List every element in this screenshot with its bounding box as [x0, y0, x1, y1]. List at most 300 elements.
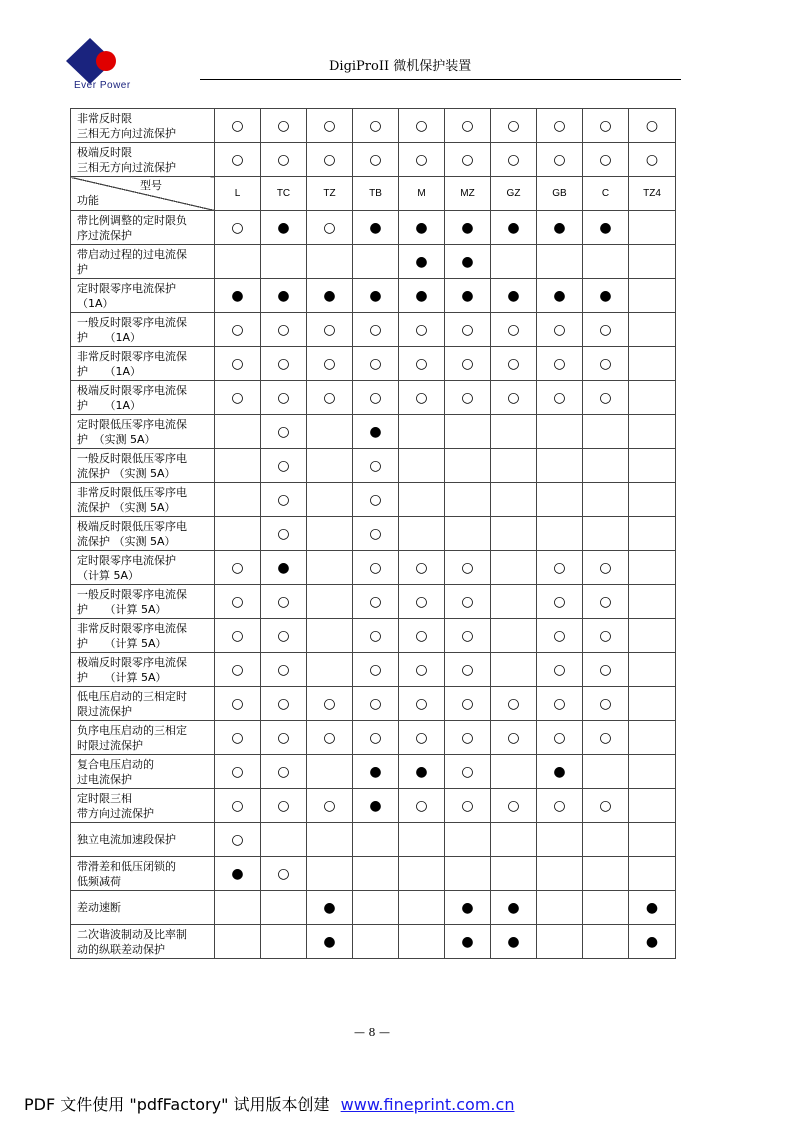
- empty-cell: [629, 585, 676, 619]
- empty-cell: [445, 483, 491, 517]
- empty-cell: [261, 925, 307, 959]
- open-circle-icon: ○: [491, 721, 537, 755]
- logo-mark-icon: [62, 36, 132, 86]
- open-circle-icon: ○: [583, 687, 629, 721]
- model-code: TZ4: [629, 177, 676, 211]
- open-circle-icon: ○: [215, 381, 261, 415]
- model-code: MZ: [445, 177, 491, 211]
- table-row: [71, 517, 676, 551]
- open-circle-icon: ○: [399, 347, 445, 381]
- function-name-line: 护 （1A）: [77, 398, 142, 412]
- open-circle-icon: ○: [215, 109, 261, 143]
- empty-cell: [629, 245, 676, 279]
- function-name-line: 一般反时限低压零序电: [77, 451, 187, 465]
- empty-cell: [491, 517, 537, 551]
- pdf-footer: [24, 1092, 514, 1115]
- open-circle-icon: ○: [353, 619, 399, 653]
- function-name-line: 负序电压启动的三相定: [77, 723, 187, 737]
- filled-circle-icon: ●: [445, 925, 491, 959]
- model-code: TB: [353, 177, 399, 211]
- empty-cell: [399, 415, 445, 449]
- function-name-line: （计算 5A）: [77, 568, 140, 582]
- open-circle-icon: ○: [445, 585, 491, 619]
- empty-cell: [491, 653, 537, 687]
- empty-cell: [261, 891, 307, 925]
- function-name-cell: [71, 925, 215, 959]
- filled-circle-icon: ●: [261, 211, 307, 245]
- function-label: 功能: [77, 194, 99, 207]
- open-circle-icon: ○: [629, 109, 676, 143]
- open-circle-icon: ○: [307, 721, 353, 755]
- function-name-line: 护 （计算 5A）: [77, 670, 167, 684]
- filled-circle-icon: ●: [629, 925, 676, 959]
- table-row: [71, 483, 676, 517]
- empty-cell: [399, 823, 445, 857]
- model-code: C: [583, 177, 629, 211]
- empty-cell: [629, 619, 676, 653]
- empty-cell: [583, 857, 629, 891]
- function-name-line: 极端反时限低压零序电: [77, 519, 187, 533]
- open-circle-icon: ○: [307, 381, 353, 415]
- empty-cell: [307, 551, 353, 585]
- filled-circle-icon: ●: [353, 789, 399, 823]
- open-circle-icon: ○: [583, 551, 629, 585]
- empty-cell: [629, 211, 676, 245]
- open-circle-icon: ○: [537, 653, 583, 687]
- empty-cell: [353, 823, 399, 857]
- open-circle-icon: ○: [215, 653, 261, 687]
- open-circle-icon: ○: [491, 381, 537, 415]
- filled-circle-icon: ●: [491, 211, 537, 245]
- open-circle-icon: ○: [399, 619, 445, 653]
- empty-cell: [583, 245, 629, 279]
- open-circle-icon: ○: [491, 687, 537, 721]
- open-circle-icon: ○: [261, 143, 307, 177]
- open-circle-icon: ○: [215, 313, 261, 347]
- open-circle-icon: ○: [215, 687, 261, 721]
- open-circle-icon: ○: [353, 109, 399, 143]
- function-name-cell: [71, 755, 215, 789]
- function-name-line: 流保护 （实测 5A）: [77, 500, 176, 514]
- empty-cell: [629, 857, 676, 891]
- open-circle-icon: ○: [537, 789, 583, 823]
- open-circle-icon: ○: [353, 381, 399, 415]
- empty-cell: [583, 823, 629, 857]
- function-name-line: 极端反时限零序电流保: [77, 655, 187, 669]
- open-circle-icon: ○: [261, 653, 307, 687]
- open-circle-icon: ○: [399, 585, 445, 619]
- document-title: DigiProII 微机保护装置: [329, 59, 472, 74]
- open-circle-icon: ○: [215, 551, 261, 585]
- open-circle-icon: ○: [583, 721, 629, 755]
- open-circle-icon: ○: [307, 347, 353, 381]
- function-name-line: 三相无方向过流保护: [77, 160, 176, 174]
- open-circle-icon: ○: [353, 653, 399, 687]
- empty-cell: [583, 415, 629, 449]
- function-name-cell: [71, 653, 215, 687]
- empty-cell: [629, 551, 676, 585]
- open-circle-icon: ○: [353, 347, 399, 381]
- empty-cell: [537, 415, 583, 449]
- empty-cell: [307, 585, 353, 619]
- function-name-cell: [71, 823, 215, 857]
- open-circle-icon: ○: [583, 109, 629, 143]
- open-circle-icon: ○: [215, 347, 261, 381]
- open-circle-icon: ○: [307, 687, 353, 721]
- table-row: [71, 823, 676, 857]
- empty-cell: [629, 517, 676, 551]
- empty-cell: [353, 925, 399, 959]
- empty-cell: [491, 415, 537, 449]
- table-row: [71, 585, 676, 619]
- function-name-cell: [71, 483, 215, 517]
- table-row: [71, 891, 676, 925]
- empty-cell: [629, 347, 676, 381]
- empty-cell: [629, 449, 676, 483]
- open-circle-icon: ○: [353, 721, 399, 755]
- function-name-line: 带启动过程的过电流保: [77, 247, 187, 261]
- pdf-note: PDF 文件使用 "pdfFactory" 试用版本创建: [24, 1095, 330, 1114]
- empty-cell: [215, 891, 261, 925]
- open-circle-icon: ○: [583, 653, 629, 687]
- open-circle-icon: ○: [399, 551, 445, 585]
- open-circle-icon: ○: [445, 313, 491, 347]
- function-name-line: 护 （计算 5A）: [77, 602, 167, 616]
- protection-function-table: [70, 108, 676, 959]
- empty-cell: [307, 415, 353, 449]
- filled-circle-icon: ●: [215, 279, 261, 313]
- function-name-cell: [71, 279, 215, 313]
- function-name-cell: [71, 347, 215, 381]
- empty-cell: [629, 653, 676, 687]
- function-name-line: 差动速断: [77, 901, 121, 914]
- filled-circle-icon: ●: [629, 891, 676, 925]
- function-name-line: 非常反时限: [77, 111, 132, 125]
- function-name-cell: [71, 415, 215, 449]
- open-circle-icon: ○: [215, 585, 261, 619]
- empty-cell: [629, 721, 676, 755]
- model-code: TZ: [307, 177, 353, 211]
- empty-cell: [537, 823, 583, 857]
- open-circle-icon: ○: [261, 313, 307, 347]
- function-name-line: 护 （计算 5A）: [77, 636, 167, 650]
- open-circle-icon: ○: [537, 585, 583, 619]
- function-name-line: 带方向过流保护: [77, 806, 154, 820]
- empty-cell: [583, 449, 629, 483]
- filled-circle-icon: ●: [537, 279, 583, 313]
- open-circle-icon: ○: [261, 789, 307, 823]
- open-circle-icon: ○: [537, 143, 583, 177]
- empty-cell: [445, 517, 491, 551]
- empty-cell: [307, 823, 353, 857]
- open-circle-icon: ○: [353, 517, 399, 551]
- open-circle-icon: ○: [491, 313, 537, 347]
- empty-cell: [399, 517, 445, 551]
- diagonal-header-cell: [71, 177, 215, 211]
- empty-cell: [307, 245, 353, 279]
- table-row: [71, 925, 676, 959]
- empty-cell: [629, 755, 676, 789]
- empty-cell: [629, 415, 676, 449]
- function-name-cell: [71, 891, 215, 925]
- filled-circle-icon: ●: [445, 245, 491, 279]
- open-circle-icon: ○: [399, 143, 445, 177]
- function-name-cell: [71, 449, 215, 483]
- open-circle-icon: ○: [537, 381, 583, 415]
- filled-circle-icon: ●: [445, 211, 491, 245]
- open-circle-icon: ○: [583, 619, 629, 653]
- filled-circle-icon: ●: [307, 279, 353, 313]
- filled-circle-icon: ●: [583, 279, 629, 313]
- logo-text: Ever Power: [74, 80, 131, 91]
- empty-cell: [491, 551, 537, 585]
- filled-circle-icon: ●: [307, 891, 353, 925]
- open-circle-icon: ○: [215, 143, 261, 177]
- empty-cell: [629, 279, 676, 313]
- function-name-line: 流保护 （实测 5A）: [77, 534, 176, 548]
- function-name-cell: [71, 619, 215, 653]
- open-circle-icon: ○: [215, 823, 261, 857]
- open-circle-icon: ○: [399, 721, 445, 755]
- empty-cell: [583, 483, 629, 517]
- filled-circle-icon: ●: [261, 551, 307, 585]
- function-name-cell: [71, 517, 215, 551]
- empty-cell: [491, 245, 537, 279]
- table-row: [71, 313, 676, 347]
- empty-cell: [445, 823, 491, 857]
- open-circle-icon: ○: [261, 449, 307, 483]
- open-circle-icon: ○: [537, 619, 583, 653]
- table-row: [71, 143, 676, 177]
- header-rule: [200, 79, 681, 80]
- open-circle-icon: ○: [261, 517, 307, 551]
- open-circle-icon: ○: [399, 381, 445, 415]
- function-name-line: 定时限零序电流保护: [77, 281, 176, 295]
- open-circle-icon: ○: [445, 619, 491, 653]
- open-circle-icon: ○: [537, 109, 583, 143]
- open-circle-icon: ○: [491, 143, 537, 177]
- open-circle-icon: ○: [261, 381, 307, 415]
- function-name-line: 限过流保护: [77, 704, 132, 718]
- empty-cell: [583, 755, 629, 789]
- empty-cell: [307, 619, 353, 653]
- table-row: [71, 755, 676, 789]
- empty-cell: [491, 619, 537, 653]
- table-row: [71, 109, 676, 143]
- empty-cell: [399, 449, 445, 483]
- function-name-line: 低频减荷: [77, 874, 121, 888]
- empty-cell: [445, 449, 491, 483]
- open-circle-icon: ○: [491, 789, 537, 823]
- empty-cell: [215, 925, 261, 959]
- model-code: GZ: [491, 177, 537, 211]
- open-circle-icon: ○: [399, 109, 445, 143]
- open-circle-icon: ○: [215, 789, 261, 823]
- function-name-cell: [71, 585, 215, 619]
- empty-cell: [629, 381, 676, 415]
- function-name-cell: [71, 857, 215, 891]
- model-code: M: [399, 177, 445, 211]
- function-name-line: 极端反时限: [77, 145, 132, 159]
- empty-cell: [215, 517, 261, 551]
- model-code: TC: [261, 177, 307, 211]
- company-logo: [62, 36, 192, 96]
- function-name-line: 三相无方向过流保护: [77, 126, 176, 140]
- open-circle-icon: ○: [261, 755, 307, 789]
- open-circle-icon: ○: [445, 551, 491, 585]
- function-name-line: 二次谐波制动及比率制: [77, 927, 187, 941]
- open-circle-icon: ○: [537, 551, 583, 585]
- function-name-line: 护 （实测 5A）: [77, 432, 156, 446]
- empty-cell: [399, 925, 445, 959]
- open-circle-icon: ○: [583, 789, 629, 823]
- open-circle-icon: ○: [583, 313, 629, 347]
- open-circle-icon: ○: [583, 143, 629, 177]
- open-circle-icon: ○: [583, 585, 629, 619]
- table-row: [71, 211, 676, 245]
- empty-cell: [491, 449, 537, 483]
- function-name-line: 流保护 （实测 5A）: [77, 466, 176, 480]
- filled-circle-icon: ●: [491, 925, 537, 959]
- empty-cell: [399, 483, 445, 517]
- open-circle-icon: ○: [261, 857, 307, 891]
- table-row: [71, 789, 676, 823]
- table-row: [71, 347, 676, 381]
- table-row: [71, 721, 676, 755]
- open-circle-icon: ○: [583, 381, 629, 415]
- filled-circle-icon: ●: [353, 755, 399, 789]
- function-name-line: 护 （1A）: [77, 330, 142, 344]
- empty-cell: [353, 245, 399, 279]
- table-row: [71, 653, 676, 687]
- function-name-cell: [71, 687, 215, 721]
- open-circle-icon: ○: [445, 143, 491, 177]
- empty-cell: [491, 483, 537, 517]
- filled-circle-icon: ●: [537, 211, 583, 245]
- empty-cell: [537, 483, 583, 517]
- table-row: [71, 551, 676, 585]
- function-name-line: 时限过流保护: [77, 738, 143, 752]
- function-name-cell: [71, 143, 215, 177]
- empty-cell: [307, 449, 353, 483]
- function-name-line: （1A）: [77, 296, 114, 310]
- empty-cell: [215, 415, 261, 449]
- filled-circle-icon: ●: [399, 755, 445, 789]
- open-circle-icon: ○: [353, 449, 399, 483]
- model-code: GB: [537, 177, 583, 211]
- filled-circle-icon: ●: [491, 891, 537, 925]
- empty-cell: [537, 517, 583, 551]
- table-row: [71, 245, 676, 279]
- open-circle-icon: ○: [445, 721, 491, 755]
- empty-cell: [215, 483, 261, 517]
- filled-circle-icon: ●: [399, 211, 445, 245]
- empty-cell: [261, 823, 307, 857]
- filled-circle-icon: ●: [399, 245, 445, 279]
- function-name-line: 序过流保护: [77, 228, 132, 242]
- empty-cell: [353, 857, 399, 891]
- empty-cell: [261, 245, 307, 279]
- empty-cell: [307, 653, 353, 687]
- table-row: [71, 415, 676, 449]
- empty-cell: [629, 687, 676, 721]
- filled-circle-icon: ●: [445, 891, 491, 925]
- empty-cell: [537, 245, 583, 279]
- open-circle-icon: ○: [215, 755, 261, 789]
- empty-cell: [537, 857, 583, 891]
- open-circle-icon: ○: [307, 143, 353, 177]
- model-label: 型号: [140, 179, 162, 192]
- filled-circle-icon: ●: [261, 279, 307, 313]
- empty-cell: [583, 925, 629, 959]
- empty-cell: [353, 891, 399, 925]
- function-name-line: 护: [77, 262, 88, 276]
- empty-cell: [537, 925, 583, 959]
- empty-cell: [491, 585, 537, 619]
- empty-cell: [399, 857, 445, 891]
- open-circle-icon: ○: [629, 143, 676, 177]
- open-circle-icon: ○: [583, 347, 629, 381]
- open-circle-icon: ○: [537, 347, 583, 381]
- table-row: [71, 687, 676, 721]
- empty-cell: [537, 449, 583, 483]
- function-name-cell: [71, 551, 215, 585]
- open-circle-icon: ○: [307, 211, 353, 245]
- open-circle-icon: ○: [353, 313, 399, 347]
- open-circle-icon: ○: [353, 143, 399, 177]
- open-circle-icon: ○: [537, 313, 583, 347]
- open-circle-icon: ○: [261, 483, 307, 517]
- fineprint-link[interactable]: www.fineprint.com.cn: [340, 1095, 515, 1114]
- open-circle-icon: ○: [307, 109, 353, 143]
- model-code: L: [215, 177, 261, 211]
- open-circle-icon: ○: [399, 653, 445, 687]
- page-number: — 8 —: [354, 1026, 390, 1039]
- open-circle-icon: ○: [537, 687, 583, 721]
- function-name-line: 复合电压启动的: [77, 757, 154, 771]
- empty-cell: [629, 823, 676, 857]
- filled-circle-icon: ●: [537, 755, 583, 789]
- function-name-line: 非常反时限零序电流保: [77, 349, 187, 363]
- function-name-cell: [71, 245, 215, 279]
- table-row: [71, 279, 676, 313]
- function-name-line: 一般反时限零序电流保: [77, 315, 187, 329]
- open-circle-icon: ○: [261, 415, 307, 449]
- function-name-cell: [71, 211, 215, 245]
- function-name-line: 带滑差和低压闭锁的: [77, 859, 176, 873]
- open-circle-icon: ○: [215, 619, 261, 653]
- open-circle-icon: ○: [445, 755, 491, 789]
- open-circle-icon: ○: [399, 789, 445, 823]
- function-name-cell: [71, 789, 215, 823]
- table-row: [71, 381, 676, 415]
- table-header-row: [71, 177, 676, 211]
- function-name-line: 独立电流加速段保护: [77, 833, 176, 846]
- empty-cell: [215, 245, 261, 279]
- filled-circle-icon: ●: [215, 857, 261, 891]
- open-circle-icon: ○: [261, 721, 307, 755]
- filled-circle-icon: ●: [445, 279, 491, 313]
- function-name-line: 定时限零序电流保护: [77, 553, 176, 567]
- open-circle-icon: ○: [445, 381, 491, 415]
- function-name-line: 非常反时限零序电流保: [77, 621, 187, 635]
- function-name-line: 非常反时限低压零序电: [77, 485, 187, 499]
- open-circle-icon: ○: [307, 789, 353, 823]
- filled-circle-icon: ●: [491, 279, 537, 313]
- empty-cell: [491, 857, 537, 891]
- open-circle-icon: ○: [307, 313, 353, 347]
- open-circle-icon: ○: [353, 687, 399, 721]
